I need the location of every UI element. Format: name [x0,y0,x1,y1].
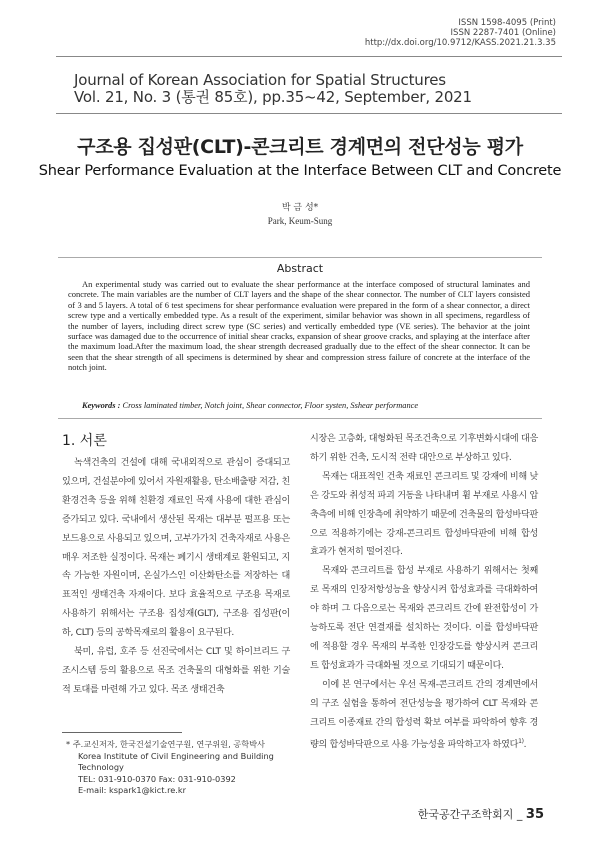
doi-link[interactable]: http://dx.doi.org/10.9712/KASS.2021.21.3.35 [364,38,556,48]
body-paragraph: 목재와 콘크리트를 합성 부재로 사용하기 위해서는 첫째로 목재의 인장저항성능을 향상시켜 합성효과를 극대화하여야 하며 그 다음으로는 목재와 콘크리트 간에 완전합성이 가능하도록 전단 연결재를 설치하는 것이다. 이를 합성바닥판에 적용할 경우 목재의 부족한 인장강도를 향상시켜 콘크리트 합성효과가 극대화될 것으로 기대되기 때문이다. [310,566,538,671]
header-rule-top [56,56,562,57]
abstract-rule [58,257,542,258]
keywords-text: Cross laminated timber, Notch joint, Shear connector, Floor systen, Sshear performance [122,401,419,410]
page-footer [418,806,544,822]
body-paragraph: 목재는 대표적인 건축 재료인 콘크리트 및 강재에 비해 낮은 강도와 취성적 파괴 거동을 나타내며 휨 부재로 사용시 압축측에 비해 인장측에 취약하기 때문에 건축물의 합성바닥판으로 적용하기에는 강재-콘크리트 합성바닥판에 비해 합성효과가 현저히 떨어진다. [310,471,538,558]
footer-separator: _ [513,808,526,821]
body-paragraph: 북미, 유럽, 호주 등 선진국에서는 CLT 및 하이브리드 구조시스템 등의 활용으로 목조 건축물의 대형화를 위한 기술적 토대를 마련해 가고 있다. 목조 생태건축 [62,647,290,695]
abstract-body: An experimental study was carried out to evaluate the shear performance at the interface composed of structural laminates and concrete. The main variables are the number of CLT layers and the shape of the shear connector. The number of CLT layers consisted of 3 and 5 layers. A total of 6 test specimens for shear performance evaluation were prepared in the form of a shear connector, a direct screw type and a vertically embedded type. As a result of the experiment, similar behavior was shown in all specimens, regardless of the number of layers, including direct screw type (SC series) and vertically embedded type (VE series). The behavior at the joint surface was damaged due to the occurrence of initial shear cracks, expansion of shear groove cracks, and splaying at the interface after the maximum load.After the maximum load, the shear strength decreased gradually due to the effect of the shear connector. It can be seen that the shear strength of all specimens is determined by shear and compression stress failure of concrete at the interface of the notch joint. [68,279,530,373]
keywords-rule [58,418,542,419]
footnote-rule [62,732,182,733]
author-name-english: Park, Keum-Sung [267,216,333,226]
paper-title-english: Shear Performance Evaluation at the Interface Between CLT and Concrete [38,163,562,179]
body-paragraph: 시장은 고층화, 대형화된 목조건축으로 기후변화시대에 대응하기 위한 건축, 도시적 전략 대안으로 부상하고 있다. [310,434,538,463]
author-name-korean: 박 금 성* [281,203,319,213]
section-heading-introduction: 1. 서론 [62,433,107,449]
footnote-line: Korea Institute of Civil Engineering and Building [78,750,274,761]
footer-journal-name: 한국공간구조학회지 [417,808,514,821]
footnote-line: * 주.교신저자, 한국건설기술연구원, 연구위원, 공학박사 [66,739,265,749]
journal-header [74,72,472,106]
header-rule-bottom [56,113,562,114]
footnote-line: TEL: 031-910-0370 Fax: 031-910-0392 [78,773,236,784]
paper-title-korean: 구조용 집성판(CLT)-콘크리트 경계면의 전단성능 평가 [77,136,523,158]
issn-online: ISSN 2287-7401 (Online) [450,28,556,38]
journal-volume: Vol. 21, No. 3 (통권 85호), pp.35~42, September, 2021 [74,88,472,106]
sentence-end: . [523,739,527,750]
abstract-heading: Abstract [276,262,324,275]
keywords-line [82,401,418,410]
author-footnote [66,739,296,797]
right-body-column [310,430,538,754]
journal-name: Journal of Korean Association for Spatial Structures [74,71,446,89]
footnote-email[interactable]: E-mail: kspark1@kict.re.kr [78,785,187,796]
footnote-line: Technology [78,762,124,773]
issn-print: ISSN 1598-4095 (Print) [458,18,556,28]
left-body-column [62,454,290,700]
issn-block [336,18,556,48]
body-paragraph: 녹색건축의 건설에 대해 국내외적으로 관심이 증대되고 있으며, 건설분야에 있어서 자원재활용, 탄소배출량 저감, 친환경건축 등을 위해 친환경 재료인 목재 사용에 대한 관심이 증가되고 있다. 국내에서 생산된 목재는 대부분 펄프용 또는 보드용으로 사용되고 있으며, 고부가가치 건축자재로 사용은 매우 저조한 실정이다. 목재는 폐기시 생태계로 환원되고, 지속 가능한 자원이며, 온실가스인 이산화탄소를 저장하는 대표적인 생태건축 자재이다. 보다 효율적으로 구조용 목재로 사용하기 위해서는 구조용 집성재(GLT), 구조용 집성판(이하, CLT) 등의 공학목재로의 활용이 요구된다. [62,458,290,639]
reference-superscript[interactable]: 1) [518,737,524,745]
page-number: 35 [525,807,544,822]
body-paragraph-text: 이에 본 연구에서는 우선 목재-콘크리트 간의 경계면에서의 구조 실험을 통하여 전단성능을 평가하여 CLT 목재와 콘크리트 이종재료 간의 합성력 확보 여부를 파악하여 향후 경량의 합성바닥판으로 사용 가능성을 파악하고자 하였다 [310,679,538,750]
body-paragraph [310,676,538,755]
keywords-label: Keywords : [82,401,123,410]
